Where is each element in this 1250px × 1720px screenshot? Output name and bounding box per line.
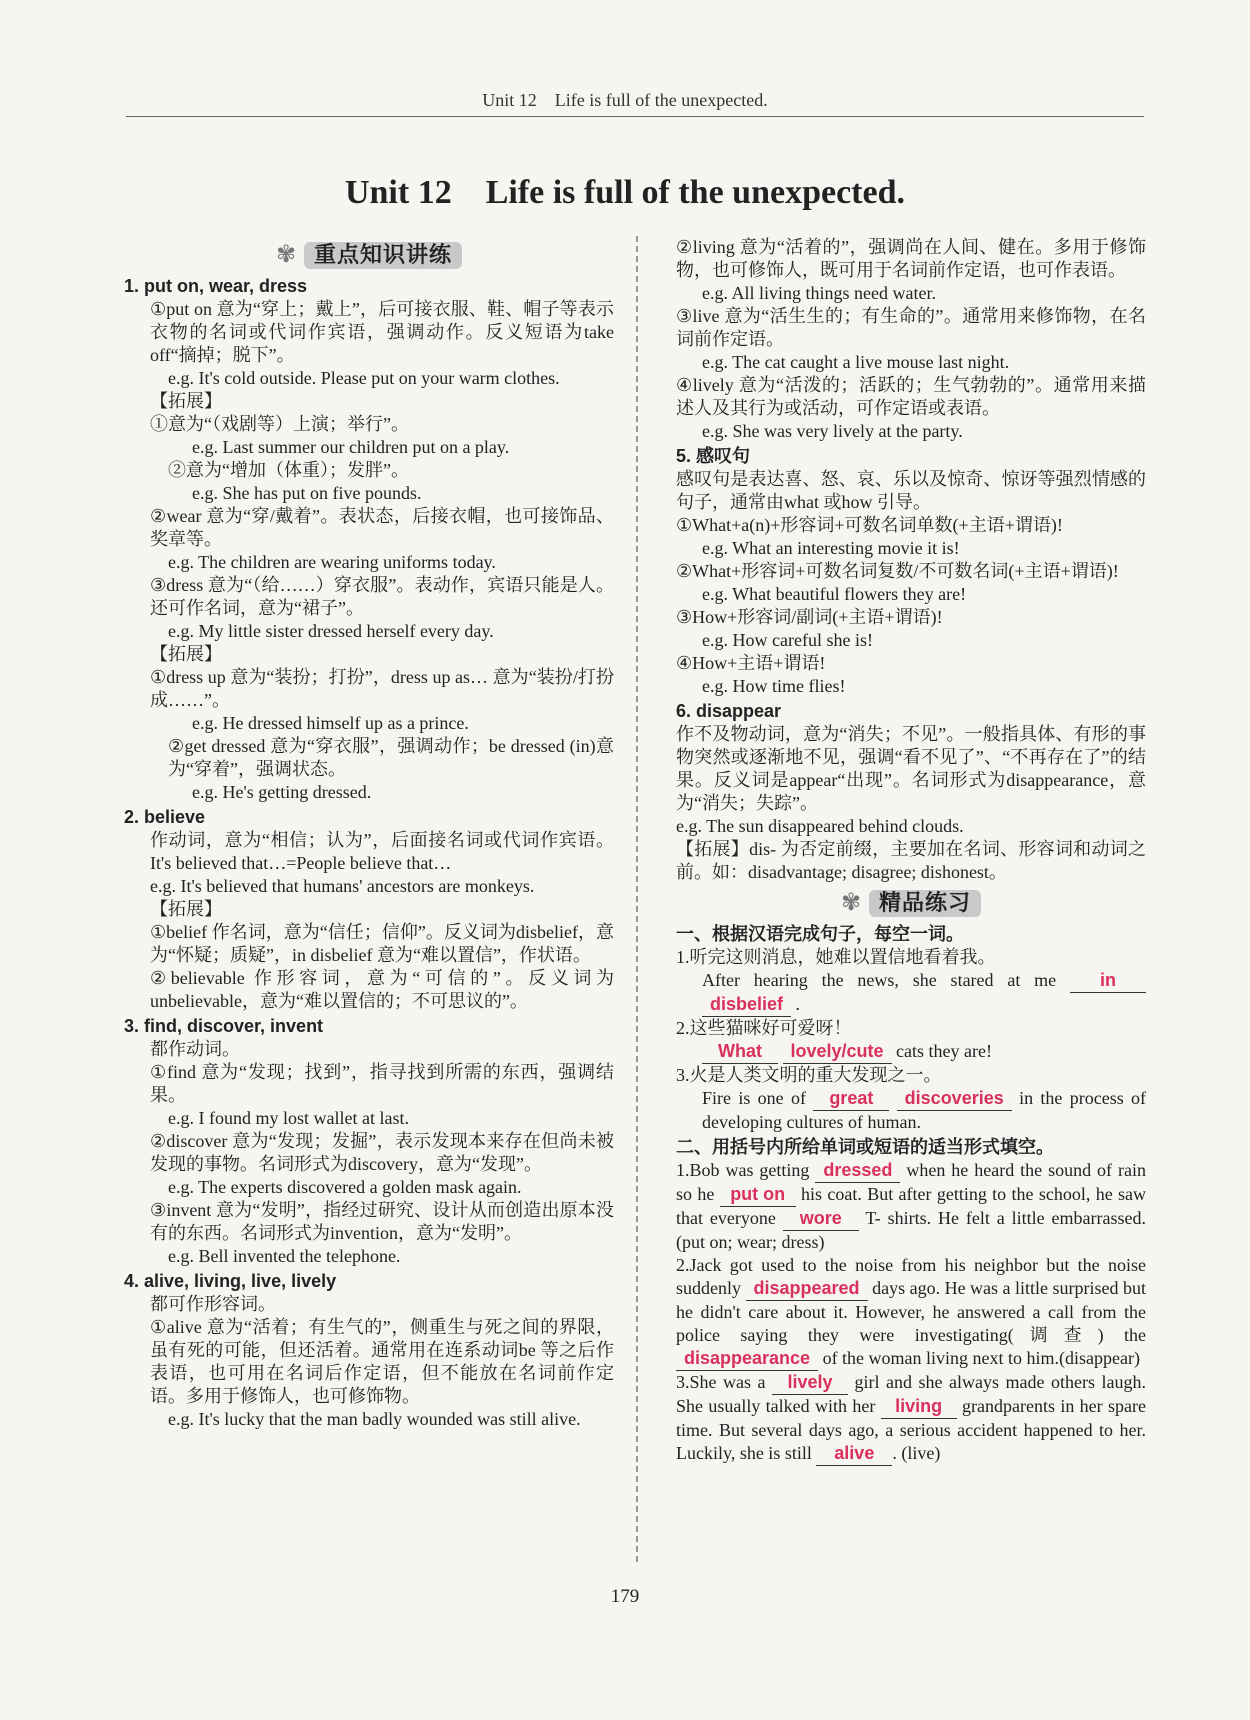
text-line: e.g. It's believed that humans' ancestors are monkeys. [150, 876, 535, 896]
answer-blank: disbelief [702, 993, 791, 1017]
text-line: ①put on 意为“穿上；戴上”，后可接衣服、鞋、帽子等表示衣物的名词或代词作宾语，强调动作。反义短语为take off“摘掉；脱下”。 [150, 299, 614, 365]
left-column [124, 236, 614, 1431]
question-text: 1.听完这则消息，她难以置信地看着我。 [676, 947, 996, 967]
answer-blank: disappeared [746, 1277, 868, 1301]
question-text: 2.这些猫咪好可爱呀！ [676, 1018, 852, 1038]
point-heading: 4. alive, living, live, lively [124, 1271, 337, 1291]
exercise-2-title: 二、用括号内所给单词或短语的适当形式填空。 [676, 1137, 1054, 1158]
text-line: ④lively 意为“活泼的；活跃的；生气勃勃的”。通常用来描述人及其行为或活动，可作定语或表语。 [676, 375, 1146, 418]
question-text: in the process of developing cultures of human. [702, 1088, 1147, 1132]
question-text: 2.Jack got used to the noise from his neighbor but the noise suddenly [676, 1255, 1146, 1298]
text-line: e.g. The children are wearing uniforms today. [168, 552, 496, 572]
text-line: ①belief 作名词，意为“信任；信仰”。反义词为disbelief，意为“怀疑；质疑”，in disbelief 意为“难以置信”，作状语。 [150, 922, 614, 965]
text-line: e.g. She was very lively at the party. [702, 421, 963, 441]
page-number: 179 [610, 1586, 640, 1607]
question-text: when he heard the sound of rain so he [676, 1160, 1146, 1204]
point-heading: 2. believe [124, 807, 206, 827]
text-line: ②get dressed 意为“穿衣服”，强调动作；be dressed (in)意为“穿着”，强调状态。 [168, 736, 614, 779]
section-title: 精品练习 [869, 890, 981, 917]
answer-blank: What [702, 1040, 778, 1064]
section-header-practice [676, 890, 1146, 917]
text-line: 【拓展】 [150, 899, 222, 919]
text-line: ①What+a(n)+形容词+可数名词单数(+主语+谓语)! [676, 515, 1063, 535]
text-line: e.g. Last summer our children put on a play. [192, 437, 510, 457]
text-line: 都可作形容词。 [150, 1294, 276, 1314]
text-line: e.g. It's cold outside. Please put on your warm clothes. [168, 368, 560, 388]
question-text: girl and she always made others laugh. She usually talked with her [676, 1372, 1147, 1416]
answer-blank: disappearance [676, 1347, 818, 1371]
text-line: e.g. Bell invented the telephone. [168, 1246, 401, 1266]
text-line: ③live 意为“活生生的；有生命的”。通常用来修饰物，在名词前作定语。 [676, 306, 1146, 349]
exercise-1-title: 一、根据汉语完成句子，每空一词。 [676, 924, 964, 945]
text-line: e.g. How time flies! [702, 676, 846, 696]
question-text: grandparents in her spare time. But several days ago, a serious accident happened to her. Luckily, she is still [676, 1396, 1146, 1463]
flower-icon: ✾ [840, 890, 862, 916]
column-divider [636, 236, 638, 1562]
question-text: . (live) [892, 1443, 941, 1463]
text-line: e.g. The sun disappeared behind clouds. [676, 816, 964, 836]
text-line: ③How+形容词/副词(+主语+谓语)! [676, 607, 943, 627]
text-line: ②意为“增加（体重）；发胖”。 [168, 460, 409, 480]
text-line: e.g. She has put on five pounds. [192, 483, 422, 503]
answer-blank: discoveries [897, 1087, 1012, 1111]
text-line: e.g. All living things need water. [702, 283, 936, 303]
answer-blank: lovely/cute [783, 1040, 892, 1064]
text-line: e.g. The experts discovered a golden mask again. [168, 1177, 522, 1197]
text-line: ①find 意为“发现；找到”，指寻找到所需的东西，强调结果。 [150, 1062, 614, 1105]
question-text: Fire is one of [702, 1088, 806, 1108]
text-line: 【拓展】 [150, 644, 222, 664]
answer-blank: put on [720, 1183, 796, 1207]
text-line: ③invent 意为“发明”，指经过研究、设计从而创造出原本没有的东西。名词形式为invention，意为“发明”。 [150, 1200, 614, 1243]
answer-blank: wore [783, 1207, 859, 1231]
answer-blank: great [813, 1087, 889, 1111]
question-text: of the woman living next to him.(disappear) [822, 1348, 1140, 1368]
exercise-2-q1 [676, 1159, 1146, 1254]
page-title: Unit 12 Life is full of the unexpected. [344, 174, 906, 211]
point-heading: 5. 感叹句 [676, 446, 751, 466]
point-heading: 1. put on, wear, dress [124, 276, 308, 296]
text-line: e.g. He dressed himself up as a prince. [192, 713, 469, 733]
answer-blank: alive [816, 1442, 892, 1466]
answer-blank: dressed [815, 1159, 900, 1183]
exercise-1-q2 [676, 1017, 1146, 1064]
point-heading: 3. find, discover, invent [124, 1016, 324, 1036]
question-text: his coat. But after getting to the school, he saw that everyone [676, 1184, 1147, 1228]
exercise-2-q2 [676, 1254, 1146, 1371]
flower-icon: ✾ [275, 242, 297, 268]
question-text: T- shirts. He felt a little embarrassed. (put on; wear; dress) [676, 1208, 1146, 1252]
text-line: ③dress 意为“（给……）穿衣服”。表动作，宾语只能是人。还可作名词，意为“裙子”。 [150, 575, 614, 618]
question-text: 3.火是人类文明的重大发现之一。 [676, 1065, 942, 1085]
section-title: 重点知识讲练 [304, 242, 462, 269]
header-rule [126, 116, 1144, 117]
knowledge-points [124, 275, 614, 1431]
text-line: ②What+形容词+可数名词复数/不可数名词(+主语+谓语)! [676, 561, 1119, 581]
exercise-1-q3 [676, 1064, 1146, 1134]
text-line: 都作动词。 [150, 1039, 240, 1059]
text-line: ①意为“（戏剧等）上演；举行”。 [150, 414, 409, 434]
text-line: ②discover 意为“发现；发掘”，表示发现本来存在但尚未被发现的事物。名词形式为discovery，意为“发现”。 [150, 1131, 614, 1174]
text-line: e.g. He's getting dressed. [192, 782, 372, 802]
question-text: 1.Bob was getting [676, 1160, 810, 1180]
text-line: e.g. How careful she is! [702, 630, 873, 650]
text-line: ①alive 意为“活着；有生气的”，侧重生与死之间的界限，虽有死的可能，但还活着。通常用在连系动词be 等之后作表语，也可用在名词后作定语，但不能放在名词前作定语。多用于修饰人，也可修饰物。 [150, 1317, 614, 1406]
exercise-1-q1 [676, 946, 1146, 1017]
answer-blank: in [1070, 969, 1146, 993]
text-line: e.g. What beautiful flowers they are! [702, 584, 967, 604]
answer-blank: lively [772, 1371, 848, 1395]
text-line: ②living 意为“活着的”，强调尚在人间、健在。多用于修饰物，也可修饰人，既可用于名词前作定语，也可作表语。 [676, 237, 1146, 280]
text-line: e.g. The cat caught a live mouse last night. [702, 352, 1010, 372]
text-line: e.g. I found my lost wallet at last. [168, 1108, 409, 1128]
text-line: e.g. What an interesting movie it is! [702, 538, 960, 558]
knowledge-points-continued [676, 236, 1146, 884]
question-line [676, 1087, 1146, 1134]
question-text: cats they are! [896, 1041, 992, 1061]
running-header: Unit 12 Life is full of the unexpected. [482, 90, 768, 110]
point-heading: 6. disappear [676, 701, 782, 721]
question-line: After hearing the news, she stared at me in disbelief . [676, 969, 1146, 1017]
question-text: After hearing the news, she stared at me [702, 970, 1057, 990]
right-column [676, 236, 1146, 1466]
section-header-knowledge [124, 242, 614, 269]
answer-blank: living [881, 1395, 957, 1419]
text-line: ②believable 作形容词，意为“可信的”。反义词为unbelievable，意为“难以置信的；不可思议的”。 [150, 968, 614, 1011]
text-line: 【拓展】dis- 为否定前缀，主要加在名词、形容词和动词之前。如：disadvantage; disagree; dishonest。 [676, 839, 1146, 882]
question-text: 3.She was a [676, 1372, 766, 1392]
text-line: 感叹句是表达喜、怒、哀、乐以及惊奇、惊讶等强烈情感的句子，通常由what 或how 引导。 [676, 469, 1146, 512]
text-line: ④How+主语+谓语! [676, 653, 826, 673]
question-text: days ago. He was a little surprised but he didn't care about it. However, he answered a call from the police saying they were investigating(调查) the [676, 1278, 1147, 1345]
text-line: ①dress up 意为“装扮；打扮”，dress up as… 意为“装扮/打扮成……”。 [150, 667, 614, 710]
exercise-2-q3 [676, 1371, 1146, 1466]
question-line [676, 1040, 1146, 1064]
text-line: e.g. It's lucky that the man badly wounded was still alive. [168, 1409, 581, 1429]
text-line: 【拓展】 [150, 391, 222, 411]
text-line: ②wear 意为“穿/戴着”。表状态，后接衣帽，也可接饰品、奖章等。 [150, 506, 614, 549]
text-line: 作不及物动词，意为“消失；不见”。一般指具体、有形的事物突然或逐渐地不见，强调“看不见了”、“不再存在了”的结果。反义词是appear“出现”。名词形式为disappearance，意为“消失；失踪”。 [676, 724, 1146, 813]
text-line: 作动词，意为“相信；认为”，后面接名词或代词作宾语。It's believed that…=People believe that… [150, 830, 614, 873]
text-line: e.g. My little sister dressed herself every day. [168, 621, 494, 641]
